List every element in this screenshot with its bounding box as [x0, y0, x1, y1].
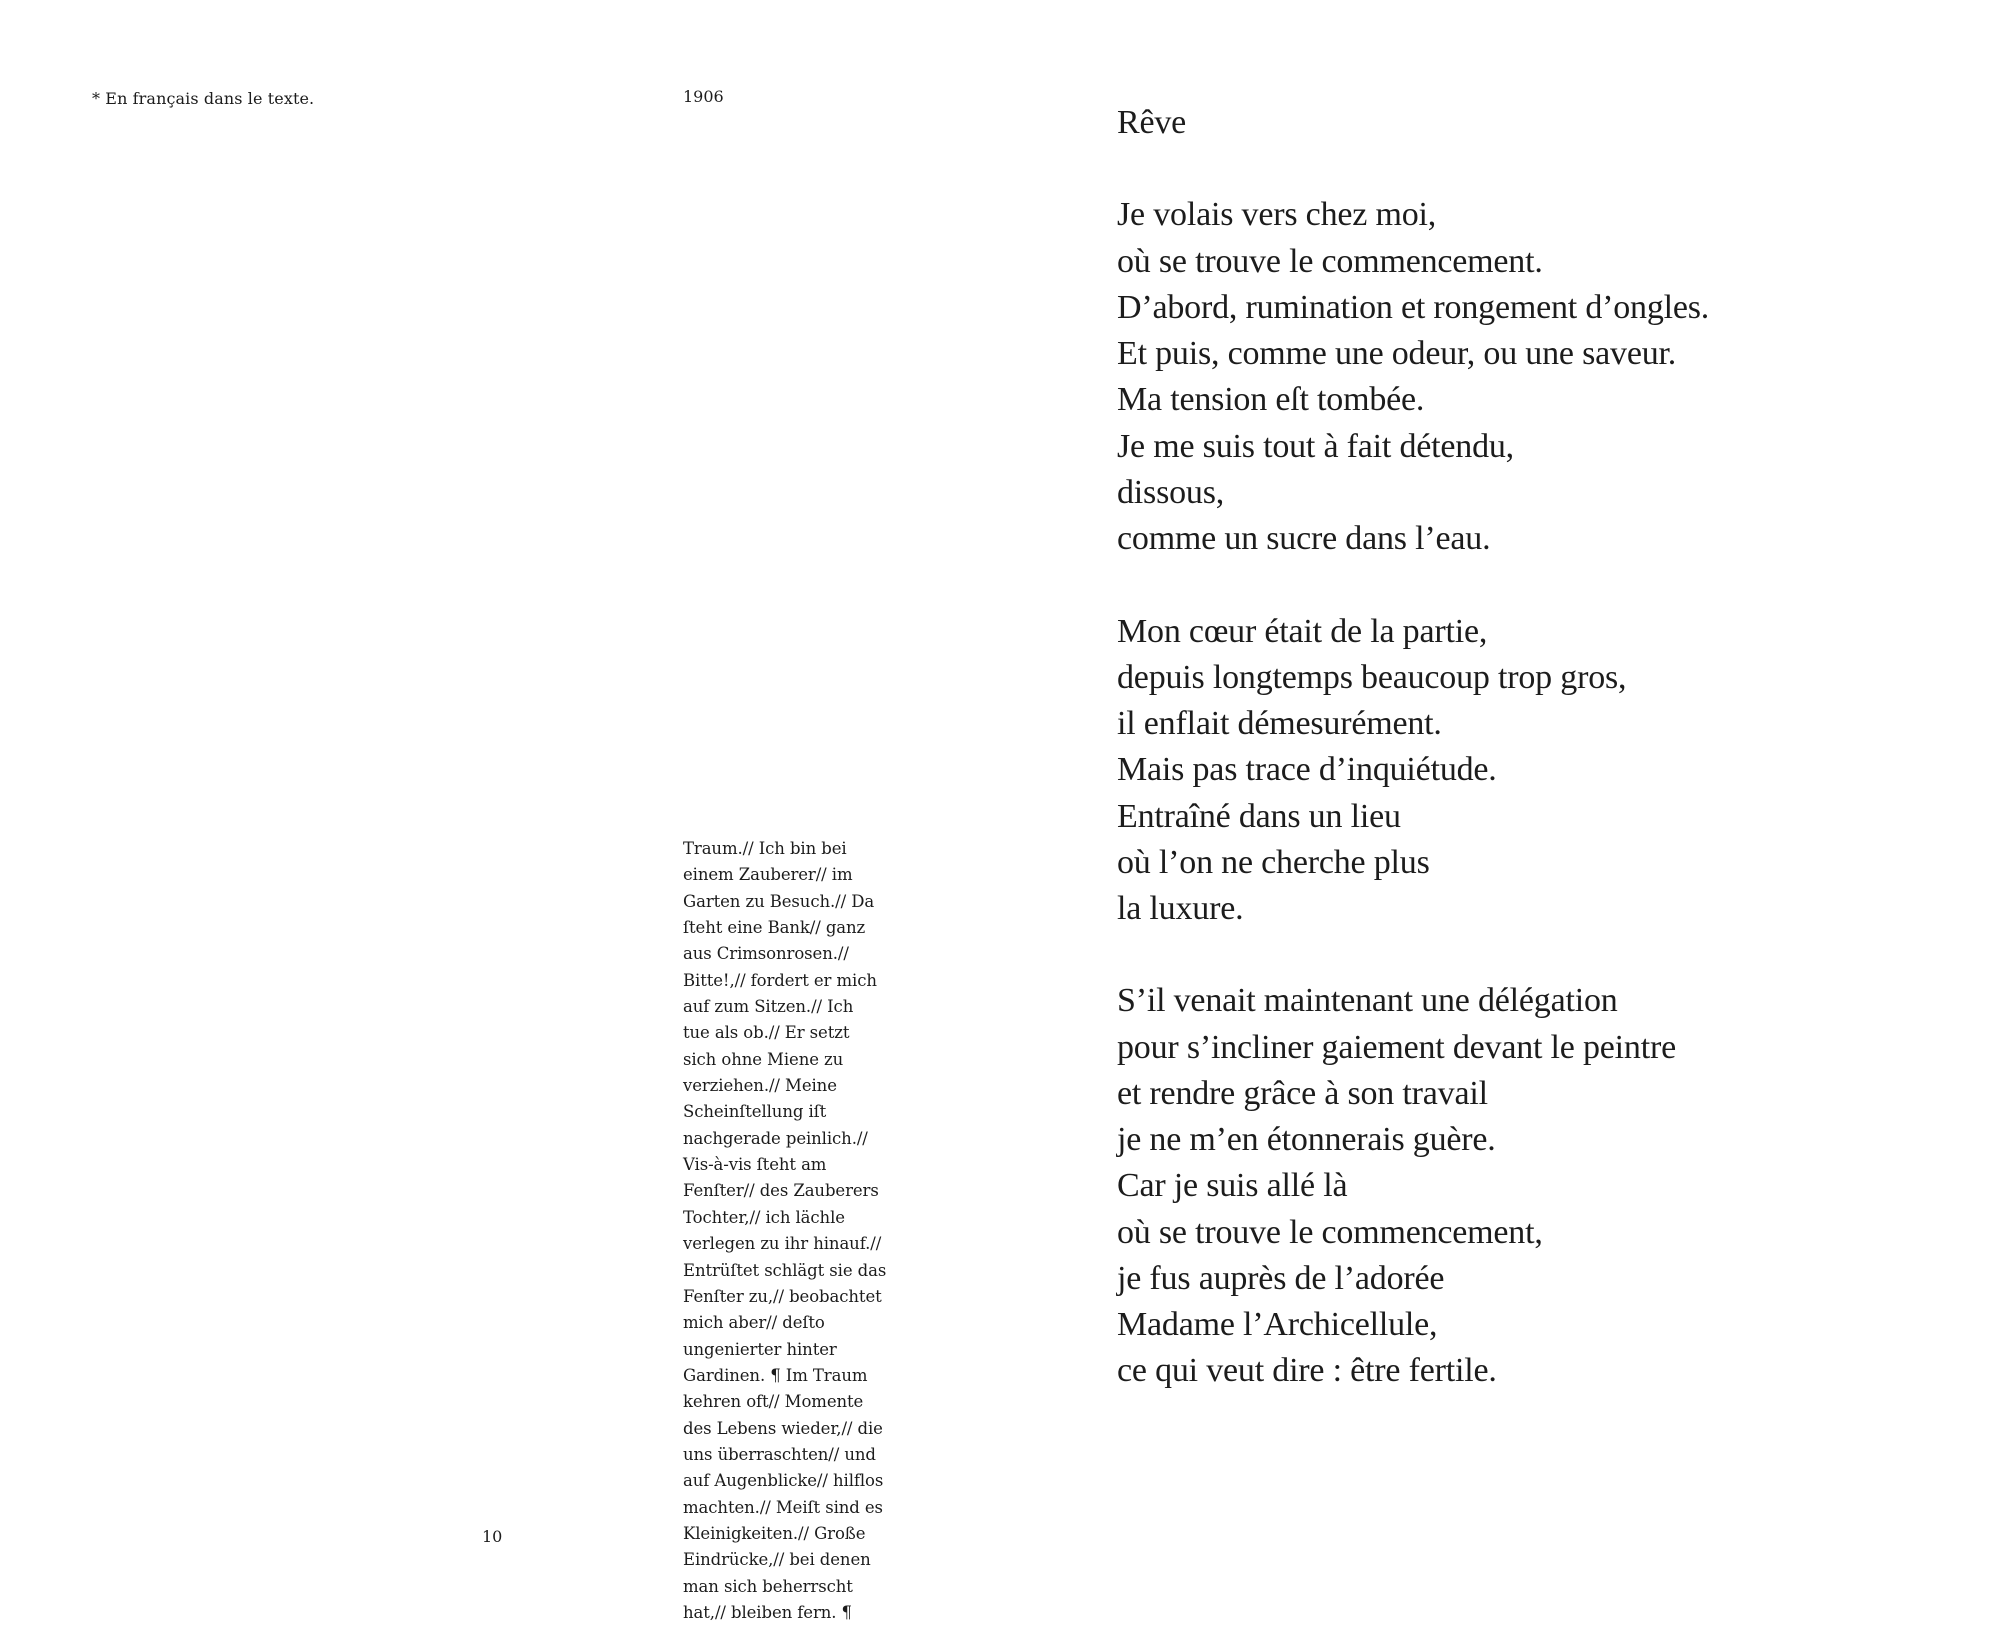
- german-text-line: auf Augenblicke// hilflos: [683, 1471, 884, 1491]
- poem-line: dissous,: [1117, 473, 1225, 511]
- german-text-line: Scheinſtellung iſt: [683, 1102, 827, 1122]
- german-text-line: Fenſter// des Zauberers: [683, 1181, 879, 1201]
- poem-line: Je me suis tout à fait détendu,: [1117, 427, 1514, 465]
- german-text-line: Fenſter zu,// beobachtet: [683, 1286, 882, 1306]
- poem-line: je fus auprès de l’adorée: [1117, 1259, 1445, 1297]
- poem-line: S’il venait maintenant une délégation: [1117, 982, 1618, 1020]
- poem-line: Entraîné dans un lieu: [1117, 797, 1401, 835]
- poem-line: la luxure.: [1117, 889, 1244, 927]
- poem-line: pour s’incliner gaiement devant le peintre: [1117, 1028, 1676, 1066]
- german-text-line: verlegen zu ihr hinauf.//: [683, 1234, 882, 1254]
- german-text-line: auf zum Sitzen.// Ich: [683, 997, 854, 1017]
- poem-line: Mais pas trace d’inquiétude.: [1117, 751, 1497, 789]
- german-text-line: uns überraschten// und: [683, 1444, 876, 1464]
- german-text-line: Tochter,// ich lächle: [683, 1207, 845, 1227]
- section-year: 1906: [683, 87, 724, 106]
- german-text-line: sich ohne Miene zu: [683, 1049, 844, 1069]
- german-text-line: tue als ob.// Er setzt: [683, 1023, 850, 1043]
- german-text-line: Garten zu Besuch.// Da: [683, 891, 875, 911]
- poem-line: Car je suis allé là: [1117, 1167, 1348, 1205]
- page-number: 10: [482, 1527, 503, 1546]
- german-text-line: des Lebens wieder,// die: [683, 1418, 883, 1438]
- poem-line: où se trouve le commencement,: [1117, 1213, 1543, 1251]
- german-text-line: Bitte!,// fordert er mich: [683, 970, 877, 990]
- stanza-2: [1117, 609, 1709, 933]
- german-text-line: Kleinigkeiten.// Große: [683, 1523, 866, 1543]
- german-text-line: Eindrücke,// bei denen: [683, 1550, 871, 1570]
- german-text-line: nachgerade peinlich.//: [683, 1128, 868, 1148]
- german-text-column: [683, 836, 913, 1626]
- poem-line: et rendre grâce à son travail: [1117, 1074, 1488, 1112]
- footnote: * En français dans le texte.: [92, 89, 315, 108]
- poem-line: il enflait démesurément.: [1117, 705, 1442, 743]
- stanza-gap: [1117, 932, 1709, 978]
- german-text-line: Traum.// Ich bin bei: [683, 839, 847, 858]
- poem-line: comme un sucre dans l’eau.: [1117, 520, 1491, 558]
- stanza-1: [1117, 192, 1709, 562]
- german-text-line: ungenierter hinter: [683, 1339, 837, 1359]
- poem-line: je ne m’en étonnerais guère.: [1117, 1121, 1496, 1159]
- german-text-line: einem Zauberer// im: [683, 865, 853, 885]
- stanza-gap: [1117, 146, 1709, 192]
- poem-line: Et puis, comme une odeur, ou une saveur.: [1117, 335, 1677, 373]
- german-text-line: verziehen.// Meine: [683, 1076, 837, 1096]
- poem-line: D’abord, rumination et rongement d’ongles.: [1117, 288, 1710, 326]
- poem-line: où l’on ne cherche plus: [1117, 843, 1430, 881]
- german-text-line: man sich beherrscht: [683, 1576, 853, 1596]
- german-text-line: machten.// Meiſt sind es: [683, 1497, 883, 1517]
- german-text-line: kehren oft// Momente: [683, 1392, 864, 1412]
- german-text-line: mich aber// deſto: [683, 1313, 825, 1333]
- german-text-line: Vis-à-vis ſteht am: [683, 1155, 827, 1175]
- german-text-line: Entrüſtet schlägt sie das: [683, 1260, 887, 1280]
- poem-line: Madame l’Archicellule,: [1117, 1306, 1438, 1344]
- stanza-gap: [1117, 562, 1709, 608]
- poem-line: où se trouve le commencement.: [1117, 242, 1543, 280]
- poem: [1117, 100, 1709, 1395]
- german-text-line: Gardinen. ¶ Im Traum: [683, 1365, 868, 1385]
- german-text-line: aus Crimsonrosen.//: [683, 944, 849, 964]
- stanza-3: [1117, 978, 1709, 1394]
- poem-line: Je volais vers chez moi,: [1117, 196, 1437, 234]
- german-text-line: hat,// bleiben fern. ¶: [683, 1602, 852, 1622]
- poem-line: Mon cœur était de la partie,: [1117, 612, 1488, 650]
- poem-line: ce qui veut dire : être fertile.: [1117, 1352, 1497, 1390]
- poem-line: depuis longtemps beaucoup trop gros,: [1117, 658, 1627, 696]
- german-text-line: ſteht eine Bank// ganz: [683, 918, 866, 938]
- poem-line: Ma tension eſt tombée.: [1117, 381, 1425, 419]
- poem-title: Rêve: [1117, 104, 1187, 141]
- right-page: [1000, 0, 2000, 1636]
